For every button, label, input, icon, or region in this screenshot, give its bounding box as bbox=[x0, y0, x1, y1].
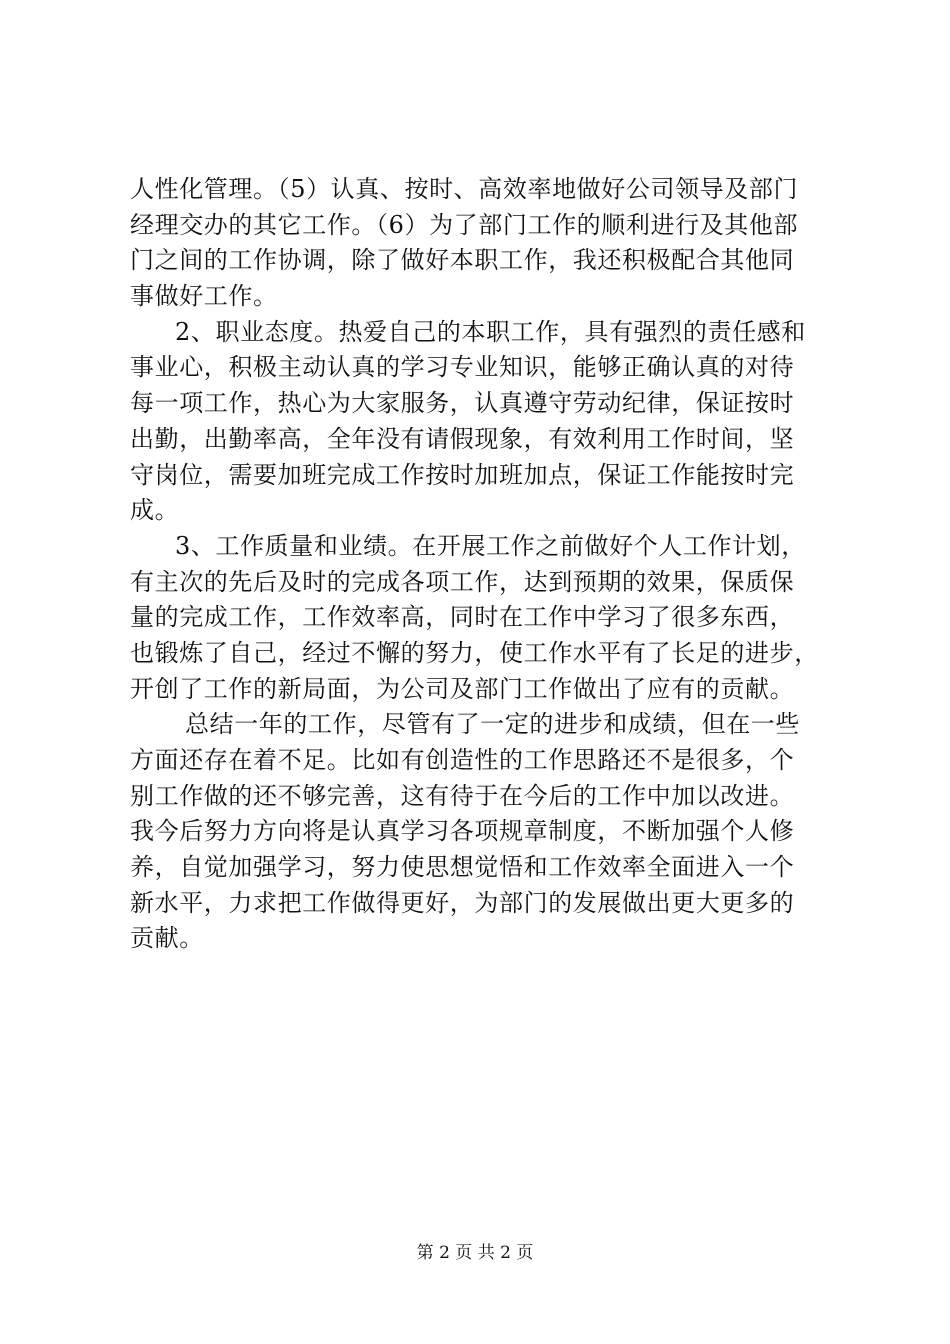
text-line: 经理交办的其它工作。（6）为了部门工作的顺利进行及其他部 bbox=[130, 210, 799, 239]
text-line: 贡献。 bbox=[130, 924, 204, 953]
paragraph-2-first-line: 2、职业态度。热爱自己的本职工作，具有强烈的责任感和 bbox=[175, 317, 806, 346]
text-line: 人性化管理。（5）认真、按时、高效率地做好公司领导及部门 bbox=[130, 175, 799, 203]
text-line: 成。 bbox=[130, 496, 180, 525]
text-line: 也锻炼了自己，经过不懈的努力，使工作水平有了长足的进步， bbox=[130, 638, 819, 667]
paragraph-3-first-line: 3、工作质量和业绩。在开展工作之前做好个人工作计划， bbox=[175, 531, 806, 560]
text-line: 养，自觉加强学习，努力使思想觉悟和工作效率全面进入一个 bbox=[130, 853, 795, 882]
text-line: 门之间的工作协调，除了做好本职工作，我还积极配合其他同 bbox=[130, 246, 795, 275]
summary-first-line: 总结一年的工作，尽管有了一定的进步和成绩，但在一些 bbox=[185, 710, 800, 739]
document-body bbox=[130, 172, 842, 957]
text-line: 量的完成工作，工作效率高，同时在工作中学习了很多东西， bbox=[130, 603, 795, 632]
text-line: 出勤，出勤率高，全年没有请假现象，有效利用工作时间，坚 bbox=[130, 424, 795, 453]
text-line: 别工作做的还不够完善，这有待于在今后的工作中加以改进。 bbox=[130, 781, 795, 810]
text-line: 新水平，力求把工作做得更好，为部门的发展做出更大更多的 bbox=[130, 888, 795, 917]
text-line: 我今后努力方向将是认真学习各项规章制度，不断加强个人修 bbox=[130, 817, 795, 846]
text-line: 有主次的先后及时的完成各项工作，达到预期的效果，保质保 bbox=[130, 567, 795, 596]
text-line: 开创了工作的新局面，为公司及部门工作做出了应有的贡献。 bbox=[130, 674, 795, 703]
text-line: 方面还存在着不足。比如有创造性的工作思路还不是很多，个 bbox=[130, 746, 795, 774]
text-line: 事做好工作。 bbox=[130, 282, 278, 311]
text-line: 每一项工作，热心为大家服务，认真遵守劳动纪律，保证按时 bbox=[130, 389, 795, 418]
text-line: 事业心，积极主动认真的学习专业知识，能够正确认真的对待 bbox=[130, 353, 795, 382]
page-number-footer: 第 2 页 共 2 页 bbox=[416, 1243, 534, 1263]
text-line: 守岗位，需要加班完成工作按时加班加点，保证工作能按时完 bbox=[130, 460, 795, 489]
